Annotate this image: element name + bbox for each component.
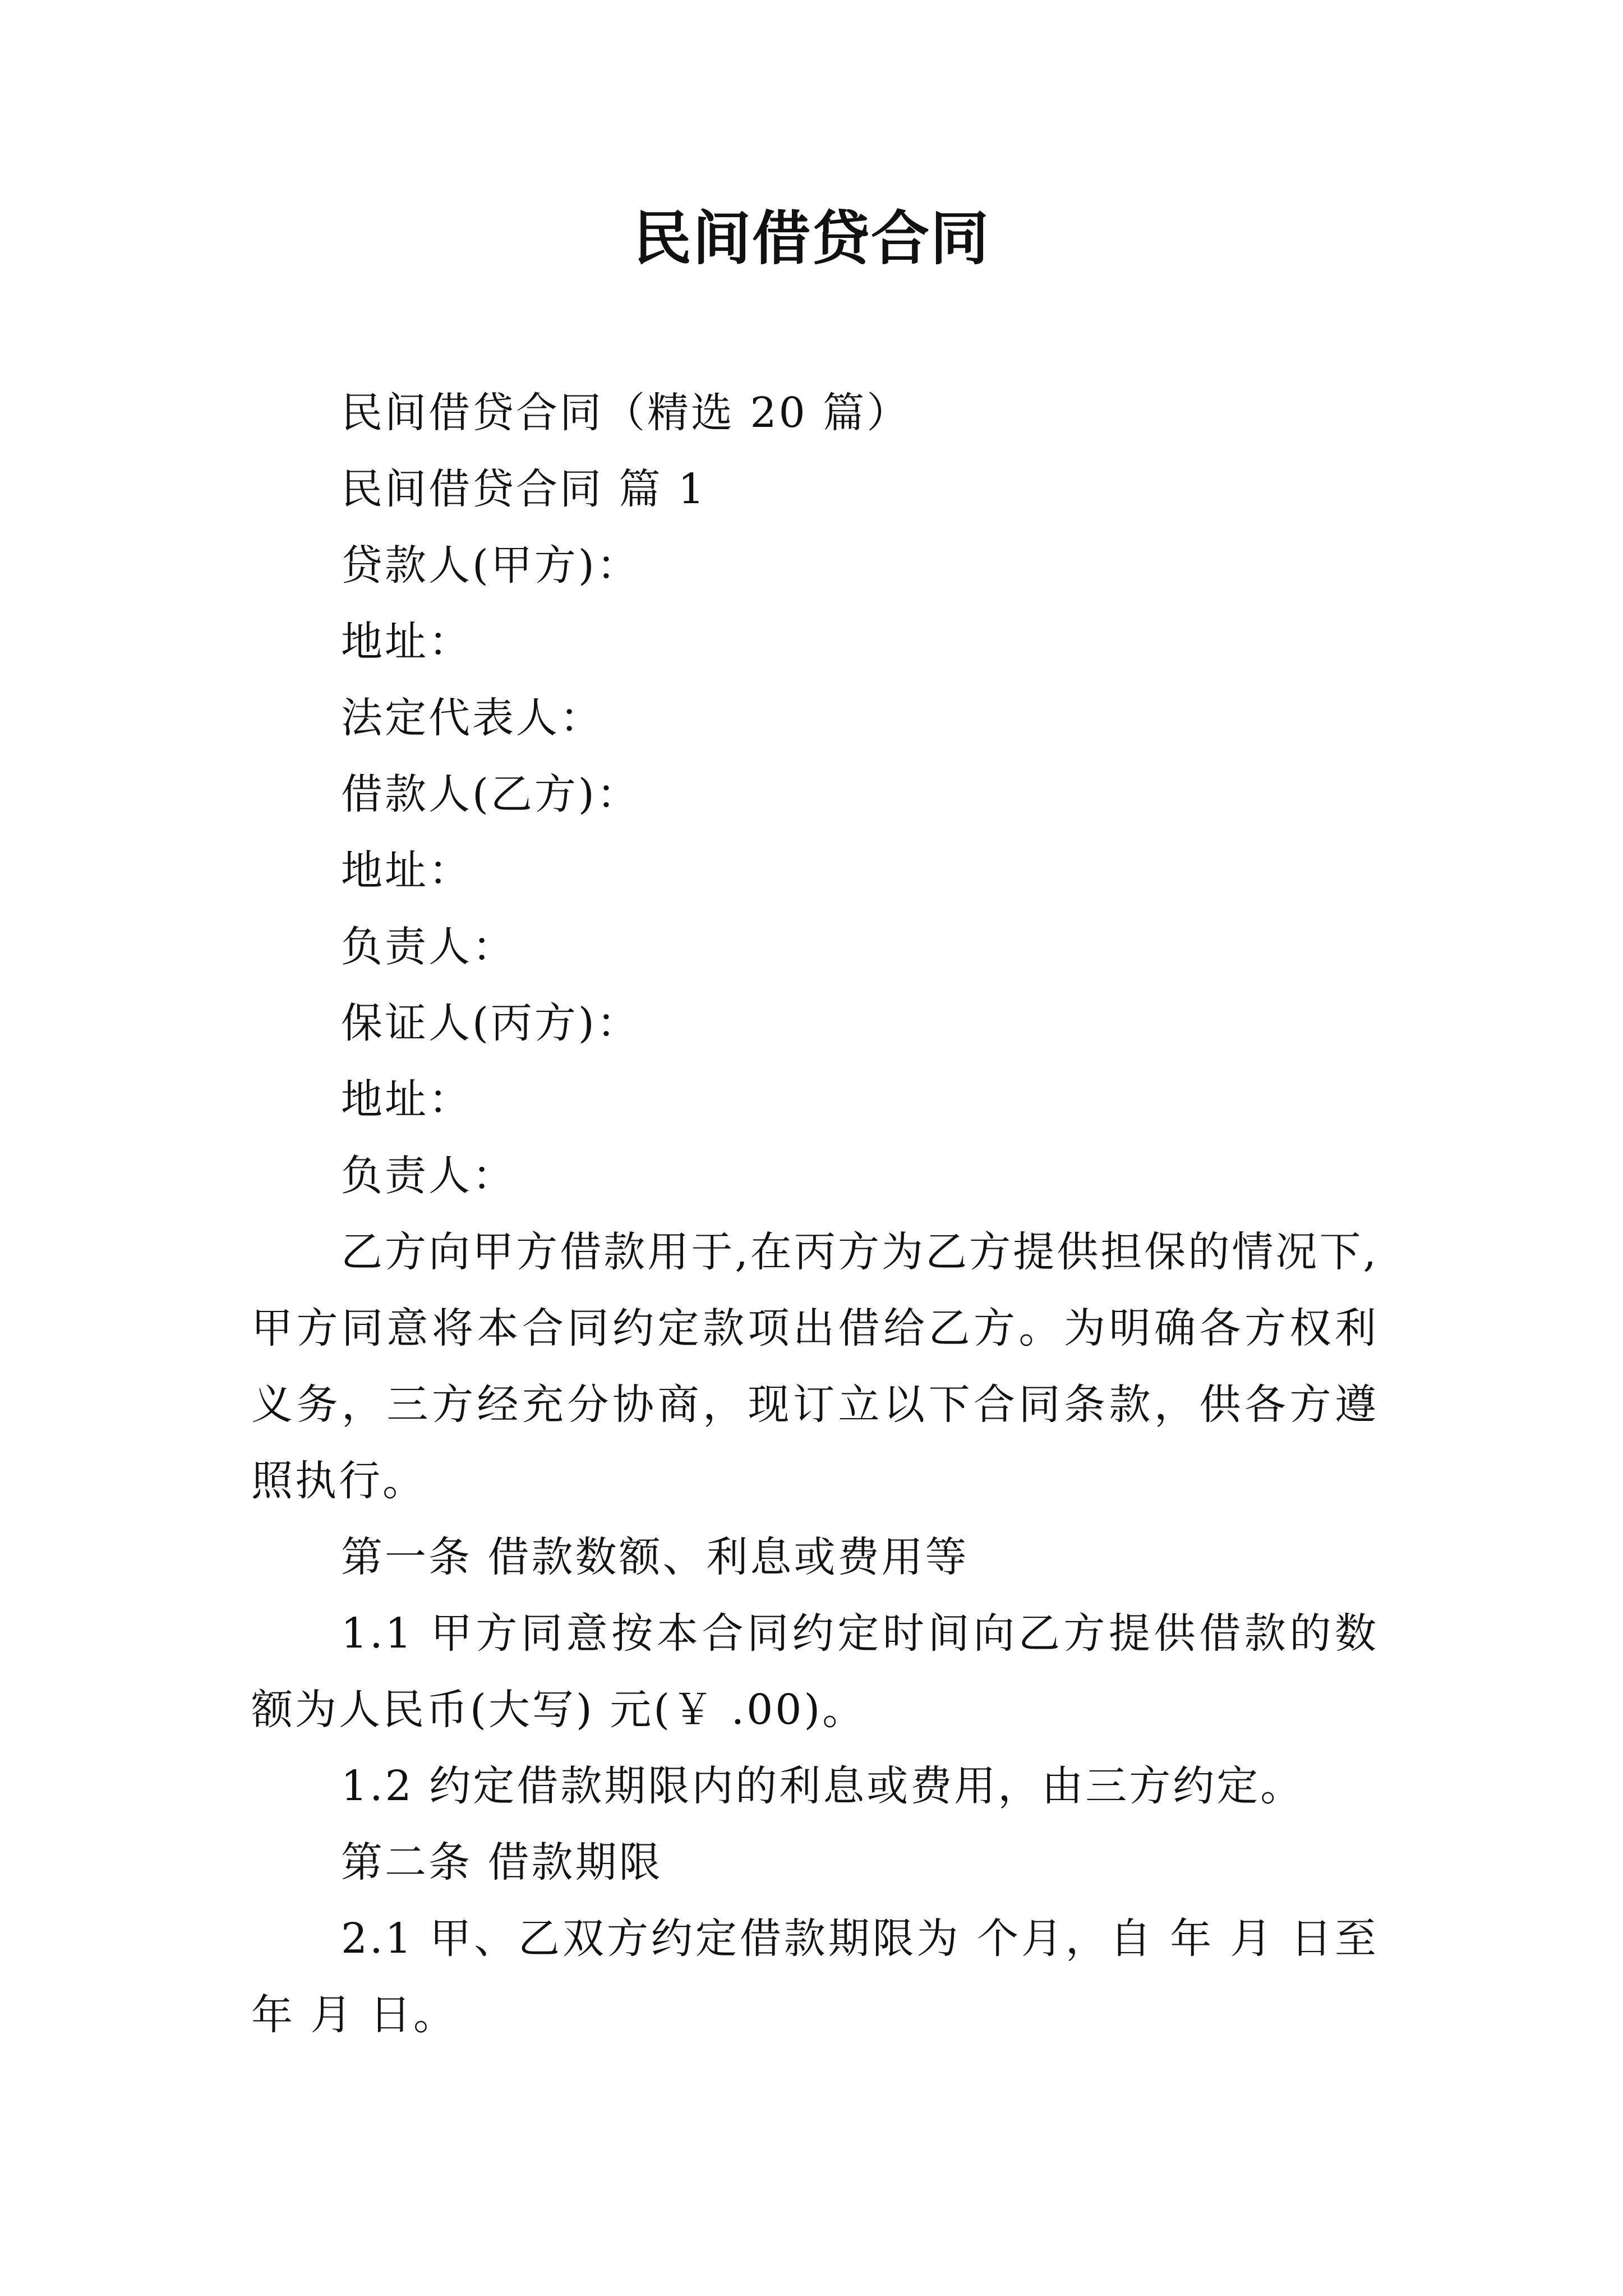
guarantor-responsible-field: 负责人： (341, 1152, 516, 1200)
clause-1-1: 1.1 甲方同意按本合同约定时间向乙方提供借款的数额为人民币(大写) 元(￥ .00)。 (251, 1609, 1378, 1734)
article-one-heading: 第一条 借款数额、利息或费用等 (341, 1533, 969, 1581)
legal-representative-field: 法定代表人： (341, 694, 603, 742)
borrower-address-field: 地址： (341, 846, 472, 895)
document-body (251, 375, 1378, 2053)
borrower-field: 借款人(乙方)： (341, 770, 640, 818)
lender-address-field: 地址： (341, 618, 472, 666)
borrower-responsible-field: 负责人： (341, 923, 516, 971)
guarantor-field: 保证人(丙方)： (341, 999, 640, 1047)
subtitle-line: 民间借贷合同（精选 20 篇） (341, 389, 911, 437)
clause-1-2: 1.2 约定借款期限内的利息或费用，由三方约定。 (341, 1762, 1304, 1810)
lender-field: 贷款人(甲方)： (341, 541, 640, 590)
article-two-heading: 第二条 借款期限 (341, 1838, 663, 1887)
section-heading: 民间借贷合同 篇 1 (341, 465, 707, 513)
guarantor-address-field: 地址： (341, 1075, 472, 1124)
preamble-paragraph: 乙方向甲方借款用于,在丙方为乙方提供担保的情况下,甲方同意将本合同约定款项出借给乙方。为明确各方权利义务，三方经充分协商，现订立以下合同条款，供各方遵照执行。 (251, 1228, 1378, 1505)
clause-2-1: 2.1 甲、乙双方约定借款期限为 个月，自 年 月 日至 年 月 日。 (251, 1915, 1378, 2039)
document-title: 民间借贷合同 (633, 204, 990, 273)
